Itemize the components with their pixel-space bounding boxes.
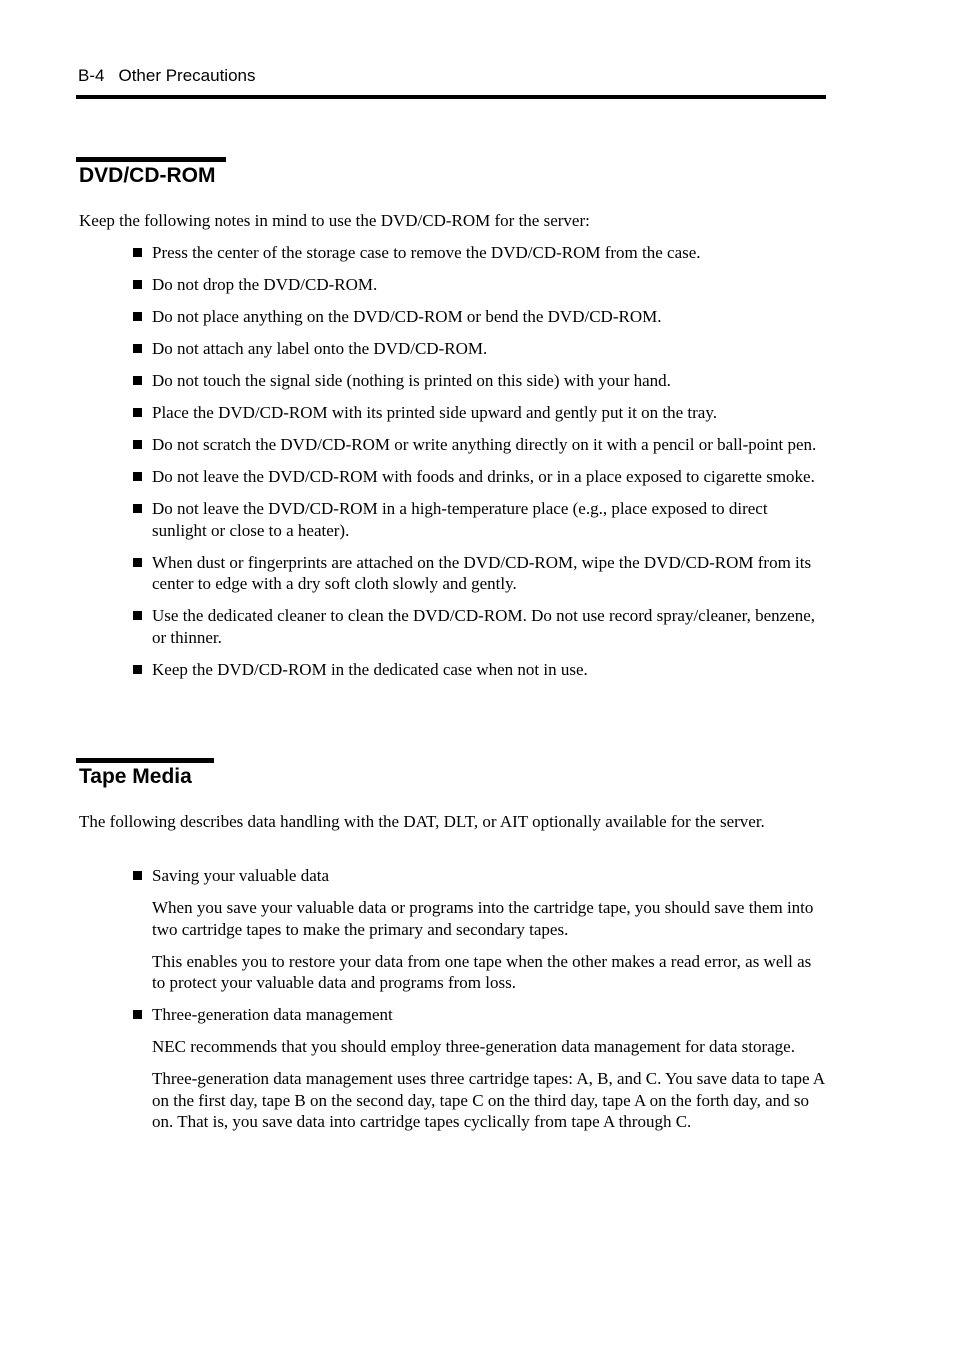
list-item: Do not scratch the DVD/CD-ROM or write anything directly on it with a pencil or ball-point pen. [131,434,826,456]
section-bar-dvd [76,157,226,162]
list-item: Place the DVD/CD-ROM with its printed side upward and gently put it on the tray. [131,402,826,424]
tape-item-label: Saving your valuable data [152,866,330,885]
tape-item-paragraph: NEC recommends that you should employ three-generation data management for data storage. [152,1037,795,1056]
page-header [78,66,255,86]
dvd-intro: Keep the following notes in mind to use the DVD/CD-ROM for the server: [79,211,590,230]
list-item: Press the center of the storage case to remove the DVD/CD-ROM from the case. [131,242,826,264]
bullet-square-icon [133,248,142,257]
tape-items-list [131,865,826,1143]
bullet-square-icon [133,280,142,289]
bullet-square-icon [133,558,142,567]
list-item: Do not leave the DVD/CD-ROM in a high-temperature place (e.g., place exposed to direct sunlight or close to a heater). [131,498,826,541]
bullet-square-icon [133,376,142,385]
list-item: Do not touch the signal side (nothing is printed on this side) with your hand. [131,370,826,392]
bullet-square-icon [133,312,142,321]
list-item: Do not leave the DVD/CD-ROM with foods and drinks, or in a place exposed to cigarette smoke. [131,466,826,488]
tape-item-paragraph: Three-generation data management uses three cartridge tapes: A, B, and C. You save data to tape A on the first day, tape B on the second day, tape C on the third day, tape A on the forth day, and so on. That is, you save data into cartridge tapes cyclically from tape A through C. [152,1069,825,1131]
bullet-square-icon [133,1010,142,1019]
bullet-square-icon [133,440,142,449]
tape-item-label: Three-generation data management [152,1005,393,1024]
bullet-square-icon [133,611,142,620]
list-item: Do not drop the DVD/CD-ROM. [131,274,826,296]
list-item: Do not attach any label onto the DVD/CD-ROM. [131,338,826,360]
list-item: When dust or fingerprints are attached on the DVD/CD-ROM, wipe the DVD/CD-ROM from its center to edge with a dry soft cloth slowly and gently. [131,552,826,595]
header-rule [76,95,826,99]
page-number: B-4 [78,66,105,85]
tape-intro: The following describes data handling with the DAT, DLT, or AIT optionally available for the server. [79,812,765,831]
list-item [131,865,826,994]
bullet-square-icon [133,665,142,674]
tape-item-paragraph: This enables you to restore your data from one tape when the other makes a read error, as well as to protect your valuable data and programs from loss. [152,951,812,992]
tape-item-paragraph: When you save your valuable data or programs into the cartridge tape, you should save them into two cartridge tapes to make the primary and secondary tapes. [152,898,814,939]
section-bar-tape [76,758,214,763]
list-item: Keep the DVD/CD-ROM in the dedicated case when not in use. [131,659,826,681]
list-item: Use the dedicated cleaner to clean the DVD/CD-ROM. Do not use record spray/cleaner, benzene, or thinner. [131,605,826,648]
section-title-tape: Tape Media [79,765,192,788]
bullet-square-icon [133,504,142,513]
bullet-square-icon [133,871,142,880]
list-item [131,1004,826,1133]
dvd-notes-list [131,242,826,691]
list-item: Do not place anything on the DVD/CD-ROM or bend the DVD/CD-ROM. [131,306,826,328]
bullet-square-icon [133,408,142,417]
chapter-title: Other Precautions [118,66,256,85]
bullet-square-icon [133,344,142,353]
section-title-dvd: DVD/CD-ROM [79,164,216,187]
bullet-square-icon [133,472,142,481]
